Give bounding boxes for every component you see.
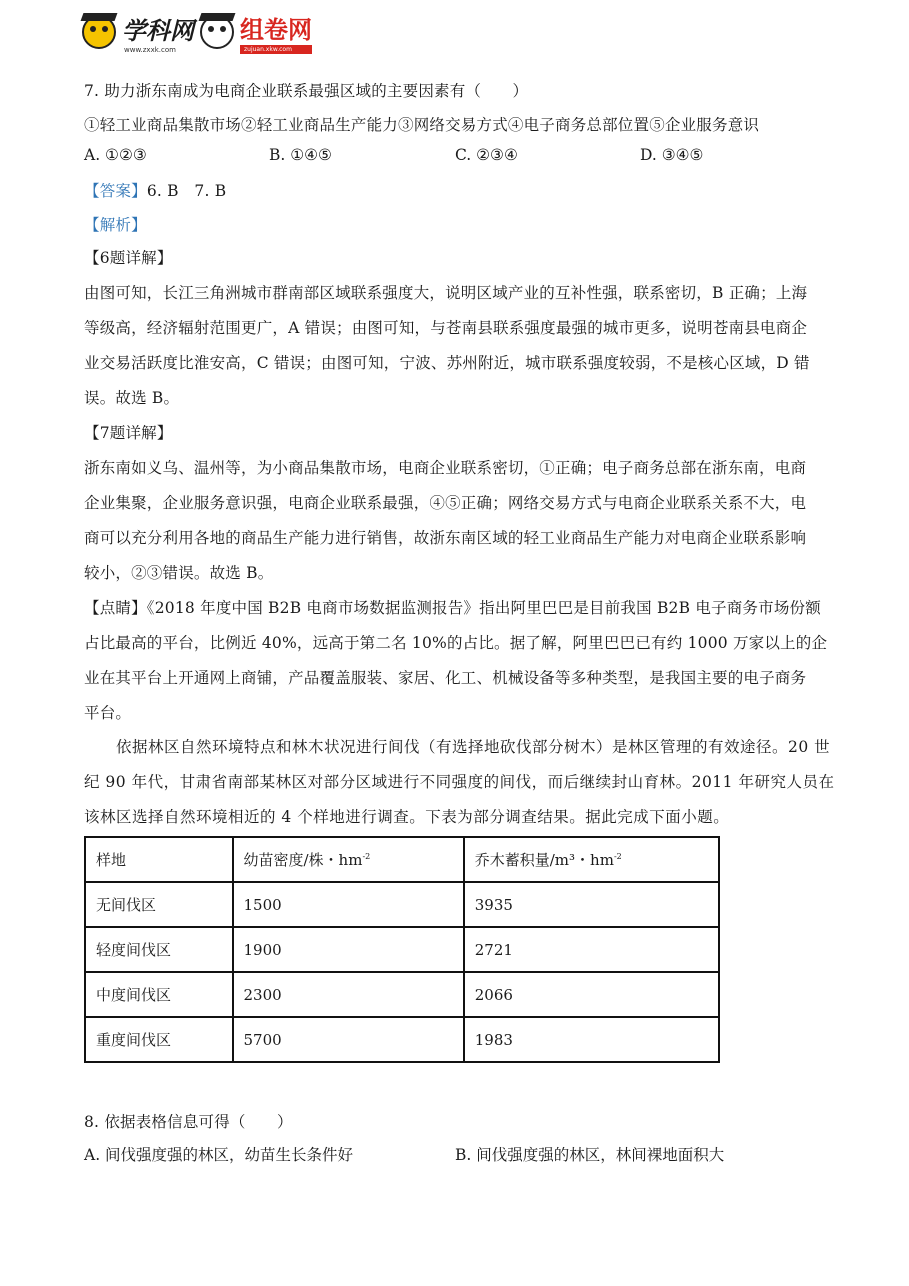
detail7-line: 浙东南如义乌、温州等，为小商品集散市场，电商企业联系密切，①正确；电子商务总部在浙东南，电商 bbox=[84, 459, 807, 477]
tip-line: 平台。 bbox=[84, 704, 132, 722]
table-row bbox=[85, 927, 719, 972]
table-cell: 轻度间伐区 bbox=[85, 927, 233, 972]
answer-line bbox=[84, 179, 226, 201]
logo2-url: zujuan.xkw.com bbox=[240, 45, 312, 54]
mascot-icon bbox=[200, 15, 234, 49]
detail6-title: 【6题详解】 bbox=[84, 249, 173, 267]
q8-stem: 8. 依据表格信息可得（ ） bbox=[84, 1113, 293, 1131]
logo1-url: www.zxxk.com bbox=[124, 45, 176, 54]
intro-line: 依据林区自然环境特点和林木状况进行间伐（有选择地砍伐部分树木）是林区管理的有效途径。20 世 bbox=[84, 738, 831, 756]
table-cell: 2300 bbox=[233, 972, 464, 1017]
detail6-line: 由图可知，长江三角洲城市群南部区域联系强度大，说明区域产业的互补性强，联系密切，B 正确；上海 bbox=[84, 284, 808, 302]
mascot-icon bbox=[82, 15, 116, 49]
table-header-cell: 样地 bbox=[85, 837, 233, 882]
analysis-label: 【解析】 bbox=[84, 216, 147, 234]
detail6-line: 等级高，经济辐射范围更广，A 错误；由图可知，与苍南县联系强度最强的城市更多，说明苍南县电商企 bbox=[84, 319, 808, 337]
detail6-line: 误。故选 B。 bbox=[84, 389, 180, 407]
detail6-line: 业交易活跃度比淮安高，C 错误；由图可知，宁波、苏州附近，城市联系强度较弱，不是核心区域，D 错 bbox=[84, 354, 810, 372]
answer-text: 6. B 7. B bbox=[146, 182, 227, 200]
logo1-text: 学科网 bbox=[122, 16, 194, 45]
table-cell: 2721 bbox=[464, 927, 719, 972]
tip-line: 占比最高的平台，比例近 40%，远高于第二名 10%的占比。据了解，阿里巴巴已有约 1000 万家以上的企 bbox=[84, 634, 828, 652]
table-cell: 3935 bbox=[464, 882, 719, 927]
table-cell: 1983 bbox=[464, 1017, 719, 1062]
zujuan-logo bbox=[200, 12, 312, 52]
q7-factors: ①轻工业商品集散市场②轻工业商品生产能力③网络交易方式④电子商务总部位置⑤企业服务意识 bbox=[84, 116, 760, 134]
table-header-cell: 幼苗密度/株・$hm^{-2}$ bbox=[233, 837, 464, 882]
q7-option-b: B. ①④⑤ bbox=[269, 146, 332, 164]
table-header-row bbox=[85, 837, 719, 882]
q8-option-a: A. 间伐强度强的林区，幼苗生长条件好 bbox=[84, 1146, 354, 1164]
detail7-line: 企业集聚，企业服务意识强，电商企业联系最强，④⑤正确；网络交易方式与电商企业联系关系不大，电 bbox=[84, 494, 807, 512]
table-row bbox=[85, 882, 719, 927]
q8-option-b: B. 间伐强度强的林区，林间裸地面积大 bbox=[455, 1146, 725, 1164]
zxxk-logo bbox=[82, 12, 194, 52]
table-row bbox=[85, 1017, 719, 1062]
table-header-cell: 乔木蓄积量/m³・$hm^{-2}$ bbox=[464, 837, 719, 882]
detail7-title: 【7题详解】 bbox=[84, 424, 173, 442]
q7-option-d: D. ③④⑤ bbox=[640, 146, 704, 164]
answer-label: 【答案】 bbox=[84, 182, 147, 200]
tip-line: 【点睛】《2018 年度中国 B2B 电商市场数据监测报告》指出阿里巴巴是目前我国 B2B 电子商务市场份额 bbox=[84, 599, 821, 617]
table-cell: 5700 bbox=[233, 1017, 464, 1062]
detail7-line: 商可以充分利用各地的商品生产能力进行销售，故浙东南区域的轻工业商品生产能力对电商企业联系影响 bbox=[84, 529, 807, 547]
table-cell: 重度间伐区 bbox=[85, 1017, 233, 1062]
logo2-text: 组卷网 bbox=[240, 16, 312, 44]
table-cell: 1900 bbox=[233, 927, 464, 972]
table-cell: 2066 bbox=[464, 972, 719, 1017]
q7-stem: 7. 助力浙东南成为电商企业联系最强区域的主要因素有（ ） bbox=[84, 82, 529, 100]
survey-table bbox=[84, 836, 720, 1063]
table-row bbox=[85, 972, 719, 1017]
intro-line: 纪 90 年代，甘肃省南部某林区对部分区域进行不同强度的间伐，而后继续封山育林。2011 年研究人员在 bbox=[84, 773, 835, 791]
detail7-line: 较小，②③错误。故选 B。 bbox=[84, 564, 274, 582]
tip-line: 业在其平台上开通网上商铺，产品覆盖服装、家居、化工、机械设备等多种类型，是我国主要的电子商务 bbox=[84, 669, 807, 687]
q7-option-c: C. ②③④ bbox=[455, 146, 518, 164]
table-cell: 中度间伐区 bbox=[85, 972, 233, 1017]
table-cell: 无间伐区 bbox=[85, 882, 233, 927]
q7-option-a: A. ①②③ bbox=[84, 146, 147, 164]
table-cell: 1500 bbox=[233, 882, 464, 927]
intro-line: 该林区选择自然环境相近的 4 个样地进行调查。下表为部分调查结果。据此完成下面小题。 bbox=[84, 808, 730, 826]
